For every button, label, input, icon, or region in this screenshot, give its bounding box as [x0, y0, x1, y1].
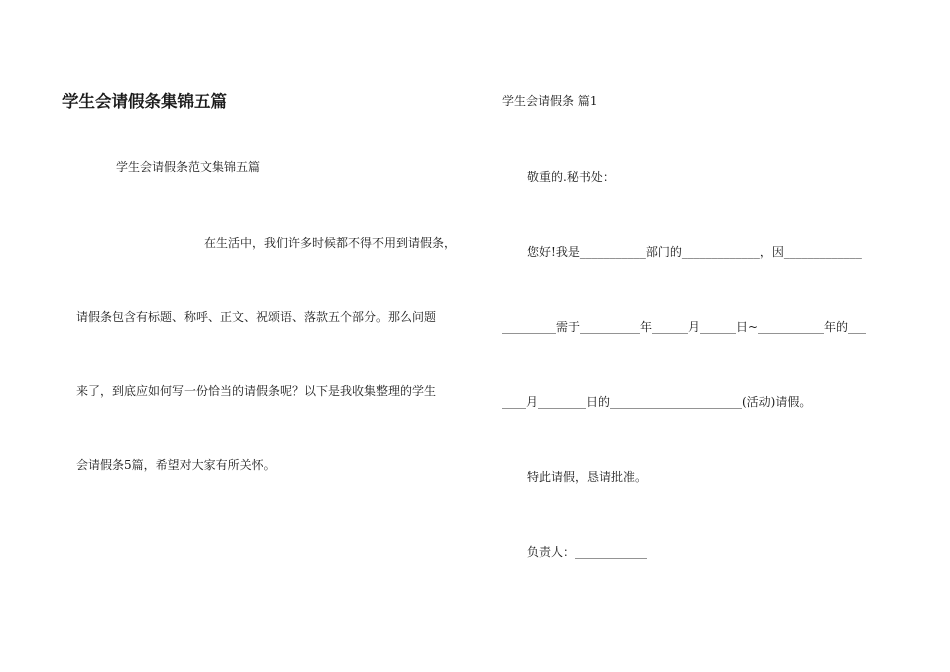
- signature-line: 负责人：____________: [527, 545, 648, 559]
- document-title: 学生会请假条集锦五篇: [62, 92, 227, 111]
- paragraph-line-2: 请假条包含有标题、称呼、正文、祝颂语、落款五个部分。那么问题: [76, 310, 437, 324]
- paragraph-line-1: 在生活中，我们许多时候都不得不用到请假条，: [204, 236, 457, 250]
- body-line-2: _________需于__________年______月______日~___________年的___: [502, 320, 867, 334]
- salutation: 敬重的.秘书处：: [527, 170, 615, 184]
- section-heading: 学生会请假条 篇1: [502, 94, 598, 108]
- body-line-1: 您好!我是___________部门的_____________，因_____________: [527, 245, 862, 259]
- body-line-3: ____月________日的______________________(活动)请假。: [502, 395, 812, 409]
- paragraph-line-3: 来了，到底应如何写一份恰当的请假条呢？以下是我收集整理的学生: [76, 384, 437, 398]
- paragraph-line-4: 会请假条5篇，希望对大家有所关怀。: [76, 458, 276, 472]
- closing-line: 特此请假，恳请批准。: [527, 470, 648, 484]
- document-subtitle: 学生会请假条范文集锦五篇: [116, 160, 261, 174]
